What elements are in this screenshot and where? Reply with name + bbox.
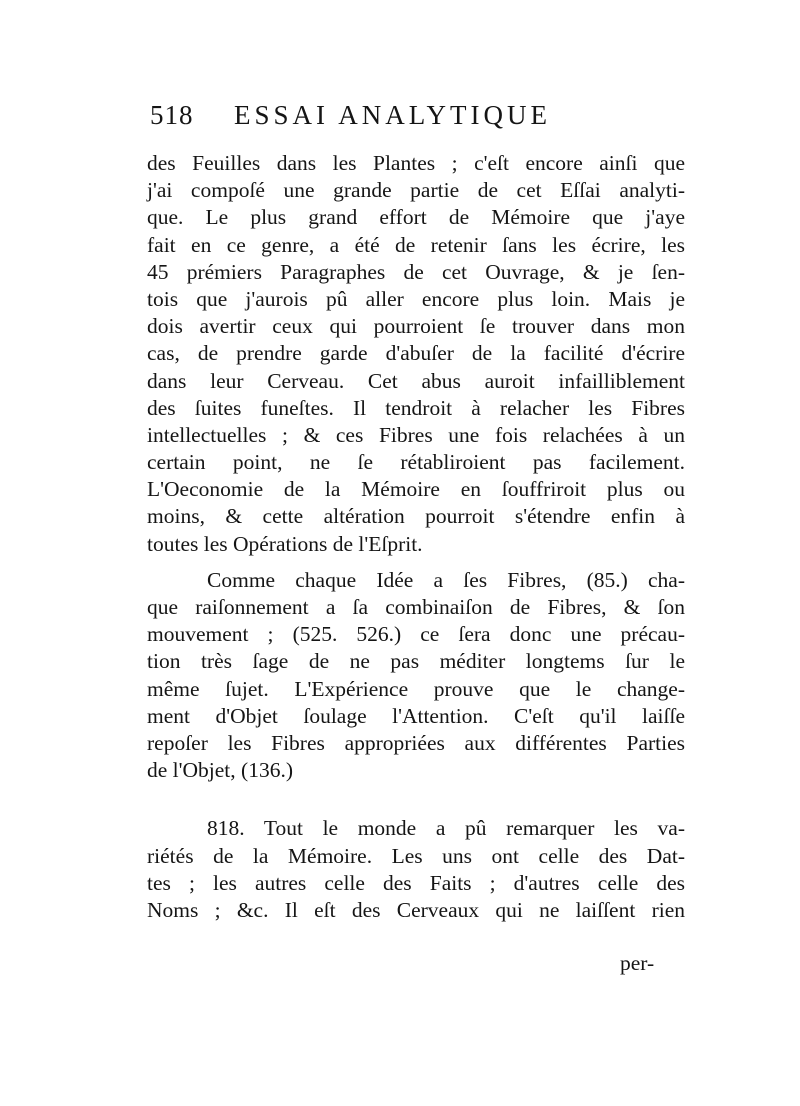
text-line: des Feuilles dans les Plantes ; c'eſt encore ainſi que	[147, 151, 685, 175]
text-line: 45 prémiers Paragraphes de cet Ouvrage, & je ſen-	[147, 259, 685, 284]
paragraph-2	[147, 567, 685, 785]
paragraph-3	[147, 815, 685, 924]
text-line: L'Oeconomie de la Mémoire en ſouffriroit plus ou	[147, 477, 685, 502]
text-line: riétés de la Mémoire. Les uns ont celle des Dat-	[147, 843, 685, 868]
text-line: de l'Objet, (136.)	[147, 758, 293, 783]
text-line: tes ; les autres celle des Faits ; d'autres celle des	[147, 870, 685, 895]
text-line: ment d'Objet ſoulage l'Attention. C'eſt qu'il laiſſe	[147, 703, 685, 728]
page-header	[150, 100, 710, 140]
running-title: ESSAI ANALYTIQUE	[234, 100, 552, 130]
text-line: que. Le plus grand effort de Mémoire que j'aye	[147, 205, 685, 230]
text-line: des ſuites funeſtes. Il tendroit à relacher les Fibres	[147, 395, 685, 420]
text-line: dois avertir ceux qui pourroient ſe trouver dans mon	[147, 314, 685, 339]
body-text	[147, 150, 685, 924]
text-line: repoſer les Fibres appropriées aux différentes Parties	[147, 730, 685, 755]
paragraph-spacer	[147, 784, 685, 815]
paragraph-spacer	[147, 558, 685, 567]
text-line: Comme chaque Idée a ſes Fibres, (85.) cha-	[207, 567, 685, 592]
text-line: moins, & cette altération pourroit s'étendre enfin à	[147, 504, 685, 529]
text-line: 818. Tout le monde a pû remarquer les va-	[207, 816, 685, 841]
text-line: Noms ; &c. Il eſt des Cerveaux qui ne laiſſent rien	[147, 897, 685, 922]
text-line: fait en ce genre, a été de retenir ſans les écrire, les	[147, 232, 685, 257]
paragraph-1	[147, 150, 685, 558]
text-line: toutes les Opérations de l'Eſprit.	[147, 531, 423, 556]
text-line: j'ai compoſé une grande partie de cet Eſſai analyti-	[147, 178, 685, 203]
text-line: même ſujet. L'Expérience prouve que le change-	[147, 676, 685, 701]
page-number: 518	[150, 100, 194, 130]
catchword: per-	[620, 951, 655, 975]
text-line: intellectuelles ; & ces Fibres une fois relachées à un	[147, 422, 685, 447]
text-line: dans leur Cerveau. Cet abus auroit infailliblement	[147, 368, 685, 393]
text-line: certain point, ne ſe rétabliroient pas facilement.	[147, 450, 685, 475]
text-line: cas, de prendre garde d'abuſer de la facilité d'écrire	[147, 341, 685, 366]
text-line: que raiſonnement a ſa combinaiſon de Fibres, & ſon	[147, 595, 685, 619]
text-line: tion très ſage de ne pas méditer longtems ſur le	[147, 649, 685, 674]
text-line: mouvement ; (525. 526.) ce ſera donc une précau-	[147, 622, 685, 647]
text-line: tois que j'aurois pû aller encore plus loin. Mais je	[147, 286, 685, 311]
